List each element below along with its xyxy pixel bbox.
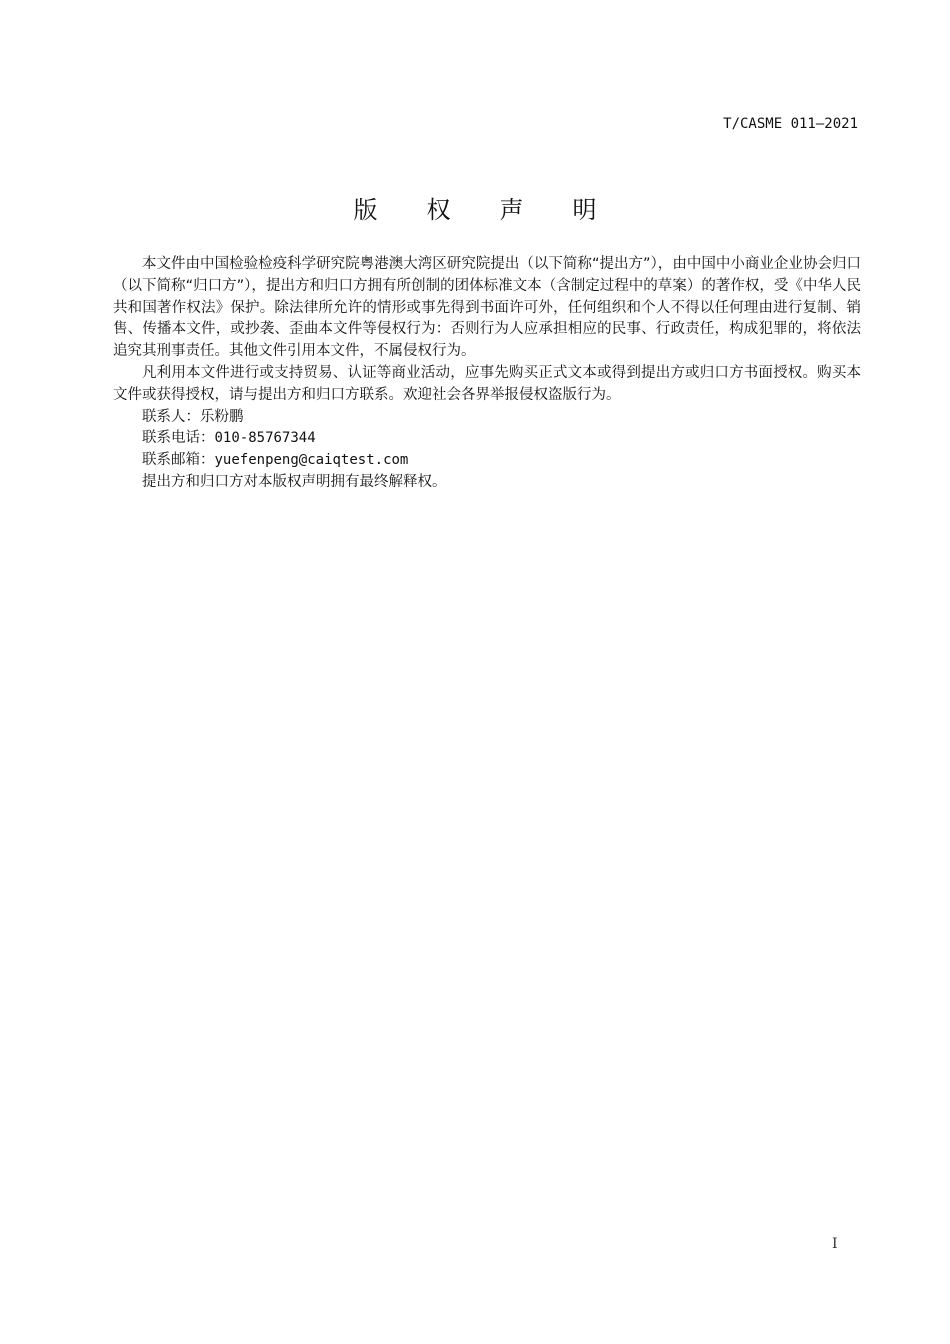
contact-email [113, 450, 861, 472]
contact-phone-label: 联系电话： [142, 430, 215, 447]
contact-email-label: 联系邮箱： [142, 452, 215, 469]
closing-statement: 提出方和归口方对本版权声明拥有最终解释权。 [142, 473, 447, 490]
page-number: I [832, 1236, 838, 1252]
contact-phone [113, 428, 861, 450]
page-title: 版权声明 [353, 196, 646, 224]
document-number: T/CASME 011—2021 [723, 116, 858, 132]
contact-phone-value: 010-85767344 [214, 430, 316, 447]
copyright-statement-body [113, 254, 861, 494]
paragraph-commercial-use: 凡利用本文件进行或支持贸易、认证等商业活动，应事先购买正式文本或得到提出方或归口方书面授权。购买本文件或获得授权，请与提出方和归口方联系。欢迎社会各界举报侵权盗版行为。 [113, 364, 861, 403]
paragraph-copyright: 本文件由中国检验检疫科学研究院粤港澳大湾区研究院提出（以下简称“提出方”），由中国中小商业企业协会归口（以下简称“归口方”），提出方和归口方拥有所创制的团体标准文本（含制定过程中的草案）的著作权，受《中华人民共和国著作权法》保护。除法律所允许的情形或事先得到书面许可外，任何组织和个人不得以任何理由进行复制、销售、传播本文件，或抄袭、歪曲本文件等侵权行为：否则行为人应承担相应的民事、行政责任，构成犯罪的，将依法追究其刑事责任。其他文件引用本文件，不属侵权行为。 [113, 256, 861, 360]
contact-person [113, 407, 861, 429]
contact-email-value: yuefenpeng@caiqtest.com [214, 452, 409, 469]
contact-person-value: 乐粉鹏 [200, 408, 244, 425]
contact-person-label: 联系人： [142, 408, 200, 425]
